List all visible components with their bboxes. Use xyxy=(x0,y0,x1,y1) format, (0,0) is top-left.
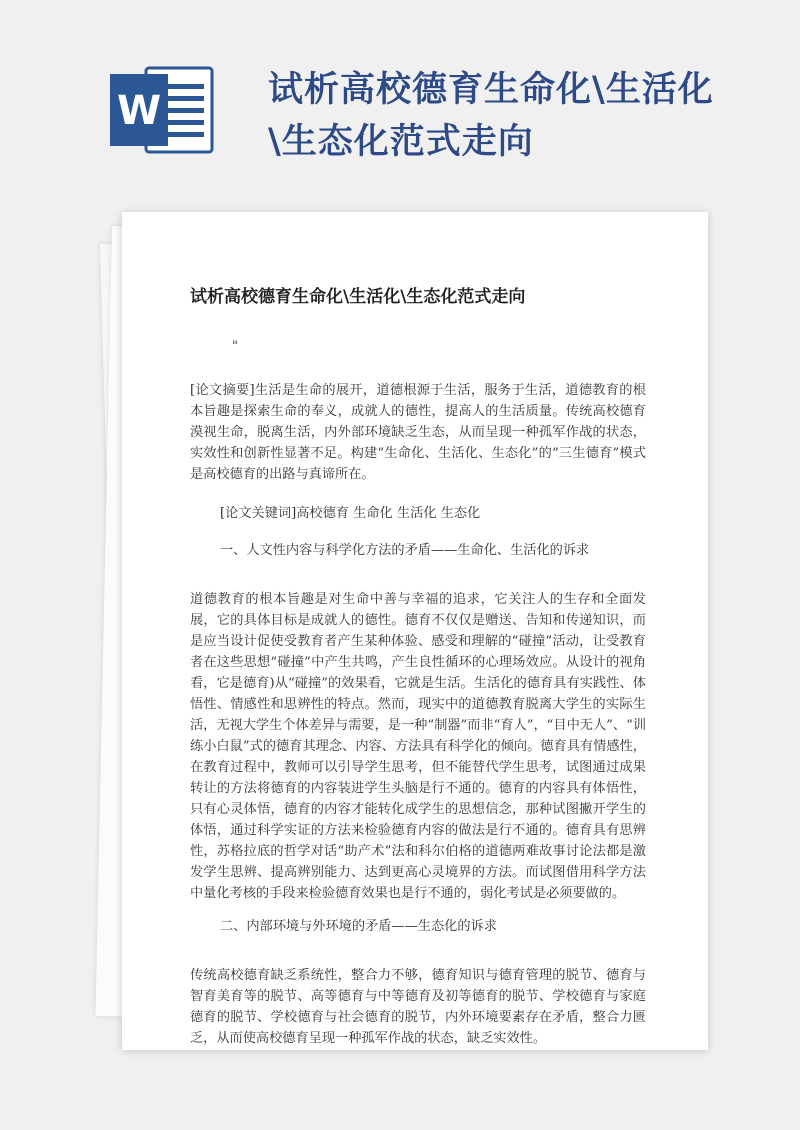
abstract-paragraph: [论文摘要]生活是生命的展开，道德根源于生活，服务于生活，道德教育的根本旨趣是探索生命的奉义，成就人的德性，提高人的生活质量。传统高校德育漠视生命，脱离生活，内外部环境缺乏生态，从而呈现一种孤军作战的状态，实效性和创新性显著不足。构建“生命化、生活化、生态化”的“三生德育”模式是高校德育的出路与真谛所在。 xyxy=(190,383,646,482)
page-title-line-1: 试析高校德育生命化\生活化 xyxy=(268,70,714,110)
section-heading-2: 二、内部环境与外环境的矛盾——生态化的诉求 xyxy=(220,919,497,934)
page-title xyxy=(268,64,714,168)
keywords-line: [论文关键词]高校德育 生命化 生活化 生态化 xyxy=(220,506,481,521)
body-paragraph-1: 道德教育的根本旨趣是对生命中善与幸福的追求，它关注人的生存和全面发展，它的具体目标是成就人的德性。德育不仅仅是赠送、告知和传递知识，而是应当设计促使受教育者产生某种体验、感受和理解的“碰撞”活动，让受教育者在这些思想“碰撞”中产生共鸣，产生良性循环的心理场效应。从设计的视角看，它是德育)从“碰撞”的效果看，它就是生活。生活化的德育具有实践性、体悟性、情感性和思辨性的特点。然而，现实中的道德教育脱离大学生的实际生活，无视大学生个体差异与需要，是一种“制器”而非“育人”，“目中无人”、“训练小白鼠”式的德育其理念、内容、方法具有科学化的倾向。德育具有情感性，在教育过程中，教师可以引导学生思考，但不能替代学生思考，试图通过成果转让的方法将德育的内容装进学生头脑是行不通的。德育的内容具有体悟性，只有心灵体悟，德育的内容才能转化成学生的思想信念，那种试图撇开学生的体悟，通过科学实证的方法来检验德育内容的做法是行不通的。德育具有思辨性，苏格拉底的哲学对话“助产术”法和科尔伯格的道德两难故事讨论法都是激发学生思辨、提高辨别能力、达到更高心灵境界的方法。而试图借用科学方法中量化考核的手段来检验德育效果也是行不通的，弱化考试是必须要做的。 xyxy=(190,592,647,901)
word-letter: W xyxy=(116,88,162,134)
word-document-icon xyxy=(108,62,218,156)
page-title-line-2: \生态化范式走向 xyxy=(268,122,534,162)
document-page xyxy=(122,212,708,1050)
quote-mark: " xyxy=(232,339,238,354)
body-paragraph-2: 传统高校德育缺乏系统性，整合力不够，德育知识与德育管理的脱节、德育与智育美育等的脱节、高等德育与中等德育及初等德育的脱节、学校德育与家庭德育的脱节、学校德育与社会德育的脱节，内外环境要素存在矛盾，整合力匮乏，从而使高校德育呈现一种孤军作战的状态，缺乏实效性。 xyxy=(190,968,646,1046)
section-heading-1: 一、人文性内容与科学化方法的矛盾——生命化、生活化的诉求 xyxy=(220,543,590,558)
document-content xyxy=(190,282,646,1049)
document-title: 试析高校德育生命化\生活化\生态化范式走向 xyxy=(190,287,526,307)
header xyxy=(0,0,800,210)
